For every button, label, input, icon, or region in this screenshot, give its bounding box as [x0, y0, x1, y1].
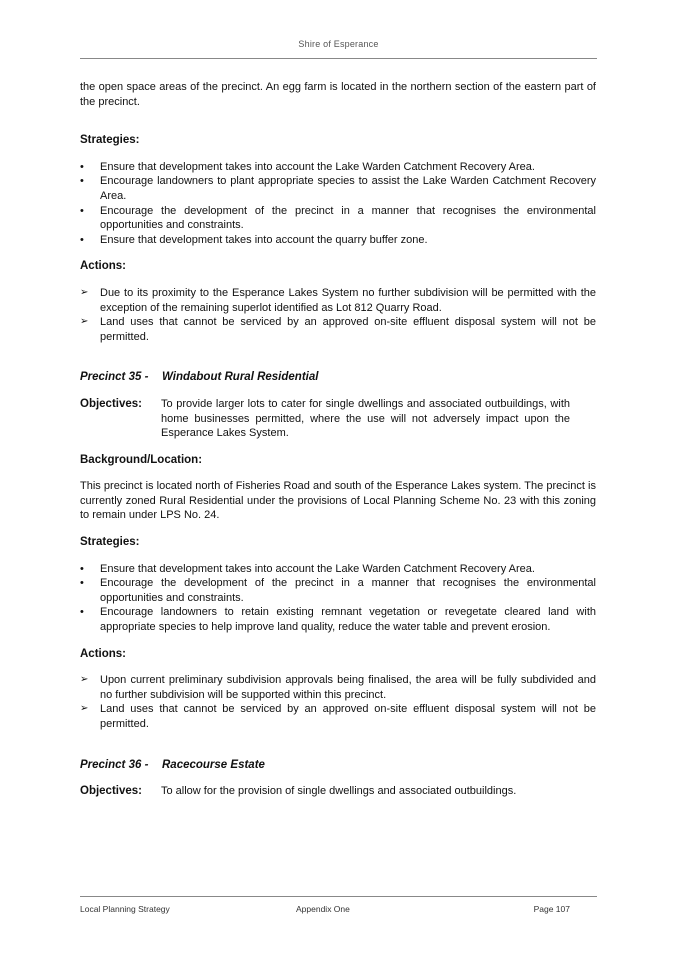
list-item: • Encourage landowners to plant appropriate species to assist the Lake Warden Catchment Recovery Area. [80, 175, 596, 202]
intro-paragraph: the open space areas of the precinct. An egg farm is located in the northern section of the eastern part of the precinct. [80, 81, 596, 108]
bullet-icon: • [80, 606, 84, 619]
precinct-35-heading: Precinct 35 - Windabout Rural Residential [80, 371, 319, 384]
page-header: Shire of Esperance [298, 39, 379, 49]
document-body [80, 80, 596, 799]
actions-heading: Actions: [80, 647, 126, 660]
list-item: • Ensure that development takes into account the quarry buffer zone. [80, 233, 428, 246]
list-item: • Encourage the development of the precinct in a manner that recognises the environmental opportunities and constraints. [80, 204, 596, 232]
strategies-heading: Strategies: [80, 134, 140, 147]
objectives-label: Objectives: [80, 397, 142, 410]
arrow-bullet-icon: ➢ [80, 703, 89, 715]
strategies-list [80, 160, 596, 248]
precinct-36-heading: Precinct 36 - Racecourse Estate [80, 758, 265, 771]
arrow-bullet-icon: ➢ [80, 286, 89, 298]
list-item: • Ensure that development takes into account the Lake Warden Catchment Recovery Area. [80, 562, 535, 575]
bullet-icon: • [80, 233, 84, 246]
footer-page-number: Page 107 [533, 904, 570, 914]
bullet-icon: • [80, 160, 84, 173]
actions-list [80, 286, 596, 344]
actions-heading: Actions: [80, 260, 126, 273]
list-item: ➢ Due to its proximity to the Esperance Lakes System no further subdivision will be permitted with the exception of the remaining superlot identified as Lot 812 Quarry Road. [80, 286, 596, 314]
bullet-icon: • [80, 175, 84, 188]
objectives-text: To provide larger lots to cater for single dwellings and associated outbuildings, with home businesses permitted, where the use will not adversely impact upon the Esperance Lakes System. [161, 397, 570, 440]
footer-section: Appendix One [296, 904, 350, 914]
list-item: • Encourage the development of the precinct in a manner that recognises the environmental opportunities and constraints. [80, 577, 596, 604]
background-paragraph: This precinct is located north of Fisheries Road and south of the Esperance Lakes system. The precinct is currently zoned Rural Residential under the provisions of Local Planning Scheme No. 23 with this zoning to remain under LPS No. 24. [80, 480, 596, 522]
list-item: • Encourage landowners to retain existing remnant vegetation or revegetate cleared land with appropriate species to help improve land quality, reduce the water table and prevent erosion. [80, 606, 596, 634]
bullet-icon: • [80, 577, 84, 590]
precinct-36-objectives [80, 784, 596, 799]
list-item: ➢ Land uses that cannot be serviced by an approved on-site effluent disposal system will not be permitted. [80, 316, 596, 343]
objectives-label: Objectives: [80, 785, 142, 798]
header-divider [80, 58, 597, 59]
actions-list [80, 673, 596, 731]
precinct-35-objectives [80, 397, 596, 441]
arrow-bullet-icon: ➢ [80, 674, 89, 686]
footer-divider [80, 896, 597, 897]
bullet-icon: • [80, 562, 84, 575]
footer-document-title: Local Planning Strategy [80, 904, 170, 914]
list-item: ➢ Upon current preliminary subdivision approvals being finalised, the area will be fully subdivided and no further subdivision will be supported within this precinct. [80, 674, 596, 701]
list-item: ➢ Land uses that cannot be serviced by an approved on-site effluent disposal system will not be permitted. [80, 703, 596, 730]
background-heading: Background/Location: [80, 453, 203, 466]
list-item: • Ensure that development takes into account the Lake Warden Catchment Recovery Area. [80, 160, 535, 173]
arrow-bullet-icon: ➢ [80, 316, 89, 328]
objectives-text: To allow for the provision of single dwellings and associated outbuildings. [161, 785, 517, 798]
bullet-icon: • [80, 204, 84, 217]
strategies-heading: Strategies: [80, 536, 140, 549]
strategies-list [80, 562, 596, 635]
